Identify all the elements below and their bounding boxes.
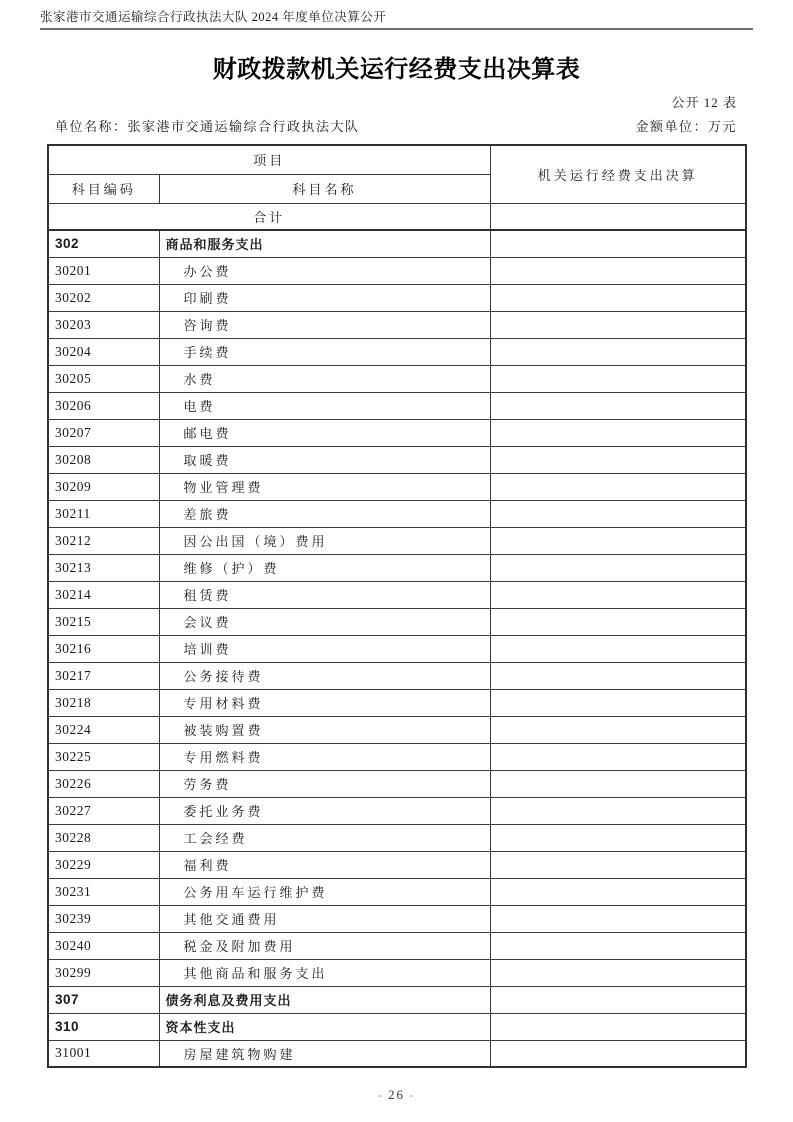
subject-code: 30213 xyxy=(48,554,159,581)
subject-name: 维修（护）费 xyxy=(159,554,490,581)
table-head xyxy=(48,145,746,203)
subject-code: 30226 xyxy=(48,770,159,797)
value-cell xyxy=(490,824,746,851)
table-row xyxy=(48,743,746,770)
table-row xyxy=(48,446,746,473)
subject-code: 30240 xyxy=(48,932,159,959)
value-cell xyxy=(490,986,746,1013)
header-row-project xyxy=(48,145,746,174)
subject-name: 取暖费 xyxy=(159,446,490,473)
value-cell xyxy=(490,743,746,770)
subject-code: 30206 xyxy=(48,392,159,419)
table-row xyxy=(48,284,746,311)
subject-code: 30228 xyxy=(48,824,159,851)
value-cell xyxy=(490,1040,746,1067)
col-header-project: 项目 xyxy=(48,145,490,174)
value-cell xyxy=(490,878,746,905)
value-cell xyxy=(490,527,746,554)
amount-unit-label: 金额单位： xyxy=(635,119,708,134)
col-header-name: 科目名称 xyxy=(159,174,490,203)
subject-code: 30229 xyxy=(48,851,159,878)
value-cell xyxy=(490,554,746,581)
value-cell xyxy=(490,1013,746,1040)
subject-code: 30201 xyxy=(48,257,159,284)
subject-name: 咨询费 xyxy=(159,311,490,338)
table-row xyxy=(48,878,746,905)
table-row xyxy=(48,581,746,608)
subject-code: 30209 xyxy=(48,473,159,500)
subject-name: 福利费 xyxy=(159,851,490,878)
subject-code: 30299 xyxy=(48,959,159,986)
running-header-text: 张家港市交通运输综合行政执法大队 2024 年度单位决算公开 xyxy=(40,10,387,24)
page-footer xyxy=(0,1087,793,1102)
subject-code: 30218 xyxy=(48,689,159,716)
subject-code: 31001 xyxy=(48,1040,159,1067)
unit-name-label: 单位名称： xyxy=(55,119,128,134)
table-row xyxy=(48,338,746,365)
footer-dash-right: - xyxy=(409,1087,416,1102)
value-cell xyxy=(490,230,746,257)
subject-code: 30203 xyxy=(48,311,159,338)
subject-name: 专用材料费 xyxy=(159,689,490,716)
subject-name: 税金及附加费用 xyxy=(159,932,490,959)
subject-code: 30239 xyxy=(48,905,159,932)
col-header-value: 机关运行经费支出决算 xyxy=(490,145,746,203)
value-cell xyxy=(490,473,746,500)
unit-info-line xyxy=(47,119,745,135)
table-row xyxy=(48,770,746,797)
value-cell xyxy=(490,581,746,608)
table-row xyxy=(48,203,746,230)
subject-name: 公务用车运行维护费 xyxy=(159,878,490,905)
table-row xyxy=(48,230,746,257)
value-cell xyxy=(490,419,746,446)
value-cell xyxy=(490,959,746,986)
expense-table xyxy=(47,144,747,1068)
value-cell xyxy=(490,500,746,527)
table-row xyxy=(48,500,746,527)
table-number: 公开 12 表 xyxy=(671,95,737,110)
subject-code: 30208 xyxy=(48,446,159,473)
subject-code: 30224 xyxy=(48,716,159,743)
subject-name: 培训费 xyxy=(159,635,490,662)
subject-name: 资本性支出 xyxy=(159,1013,490,1040)
subject-code: 30217 xyxy=(48,662,159,689)
subject-code: 30215 xyxy=(48,608,159,635)
subject-code: 30212 xyxy=(48,527,159,554)
table-body xyxy=(48,203,746,1067)
subject-code: 30231 xyxy=(48,878,159,905)
subject-name: 被装购置费 xyxy=(159,716,490,743)
amount-unit-value: 万元 xyxy=(707,119,737,134)
running-header xyxy=(40,9,753,30)
table-row xyxy=(48,419,746,446)
table-row xyxy=(48,959,746,986)
value-cell xyxy=(490,770,746,797)
subject-name: 劳务费 xyxy=(159,770,490,797)
value-cell xyxy=(490,797,746,824)
table-row xyxy=(48,932,746,959)
subject-code: 302 xyxy=(48,230,159,257)
table-row xyxy=(48,851,746,878)
value-cell xyxy=(490,905,746,932)
table-row xyxy=(48,473,746,500)
table-row xyxy=(48,527,746,554)
subject-name: 专用燃料费 xyxy=(159,743,490,770)
subject-name: 办公费 xyxy=(159,257,490,284)
table-row xyxy=(48,635,746,662)
col-header-code: 科目编码 xyxy=(48,174,159,203)
subject-name: 房屋建筑物购建 xyxy=(159,1040,490,1067)
table-row xyxy=(48,392,746,419)
total-label: 合计 xyxy=(48,203,490,230)
subject-code: 30204 xyxy=(48,338,159,365)
unit-name-value: 张家港市交通运输综合行政执法大队 xyxy=(127,119,360,134)
table-row xyxy=(48,689,746,716)
table-row xyxy=(48,311,746,338)
value-cell xyxy=(490,284,746,311)
subject-code: 30214 xyxy=(48,581,159,608)
subject-name: 债务利息及费用支出 xyxy=(159,986,490,1013)
subject-name: 委托业务费 xyxy=(159,797,490,824)
subject-code: 310 xyxy=(48,1013,159,1040)
subject-code: 307 xyxy=(48,986,159,1013)
value-cell xyxy=(490,446,746,473)
subject-name: 其他商品和服务支出 xyxy=(159,959,490,986)
subject-name: 租赁费 xyxy=(159,581,490,608)
subject-name: 手续费 xyxy=(159,338,490,365)
table-row xyxy=(48,365,746,392)
subject-name: 商品和服务支出 xyxy=(159,230,490,257)
value-cell xyxy=(490,257,746,284)
unit-name xyxy=(47,119,360,135)
subject-name: 水费 xyxy=(159,365,490,392)
subject-code: 30205 xyxy=(48,365,159,392)
report-title: 财政拨款机关运行经费支出决算表 xyxy=(212,56,581,83)
value-cell xyxy=(490,365,746,392)
subject-name: 其他交通费用 xyxy=(159,905,490,932)
table-row xyxy=(48,905,746,932)
value-cell xyxy=(490,716,746,743)
table-row xyxy=(48,257,746,284)
report-meta xyxy=(47,95,745,135)
table-row xyxy=(48,608,746,635)
subject-name: 会议费 xyxy=(159,608,490,635)
amount-unit xyxy=(635,119,745,135)
value-cell xyxy=(490,311,746,338)
subject-code: 30211 xyxy=(48,500,159,527)
value-cell xyxy=(490,851,746,878)
footer-dash-left: - xyxy=(377,1087,384,1102)
value-cell xyxy=(490,662,746,689)
value-cell xyxy=(490,608,746,635)
table-row xyxy=(48,824,746,851)
table-row xyxy=(48,797,746,824)
table-row xyxy=(48,716,746,743)
subject-name: 印刷费 xyxy=(159,284,490,311)
table-row xyxy=(48,554,746,581)
value-cell xyxy=(490,689,746,716)
value-cell xyxy=(490,338,746,365)
subject-name: 公务接待费 xyxy=(159,662,490,689)
value-cell xyxy=(490,203,746,230)
table-row xyxy=(48,1040,746,1067)
subject-code: 30202 xyxy=(48,284,159,311)
page-number: 26 xyxy=(388,1087,405,1102)
value-cell xyxy=(490,932,746,959)
value-cell xyxy=(490,392,746,419)
subject-code: 30207 xyxy=(48,419,159,446)
subject-name: 因公出国（境）费用 xyxy=(159,527,490,554)
subject-code: 30227 xyxy=(48,797,159,824)
subject-code: 30216 xyxy=(48,635,159,662)
subject-name: 电费 xyxy=(159,392,490,419)
subject-name: 工会经费 xyxy=(159,824,490,851)
subject-name: 邮电费 xyxy=(159,419,490,446)
table-row xyxy=(48,662,746,689)
subject-name: 差旅费 xyxy=(159,500,490,527)
table-row xyxy=(48,1013,746,1040)
value-cell xyxy=(490,635,746,662)
table-row xyxy=(48,986,746,1013)
subject-name: 物业管理费 xyxy=(159,473,490,500)
subject-code: 30225 xyxy=(48,743,159,770)
